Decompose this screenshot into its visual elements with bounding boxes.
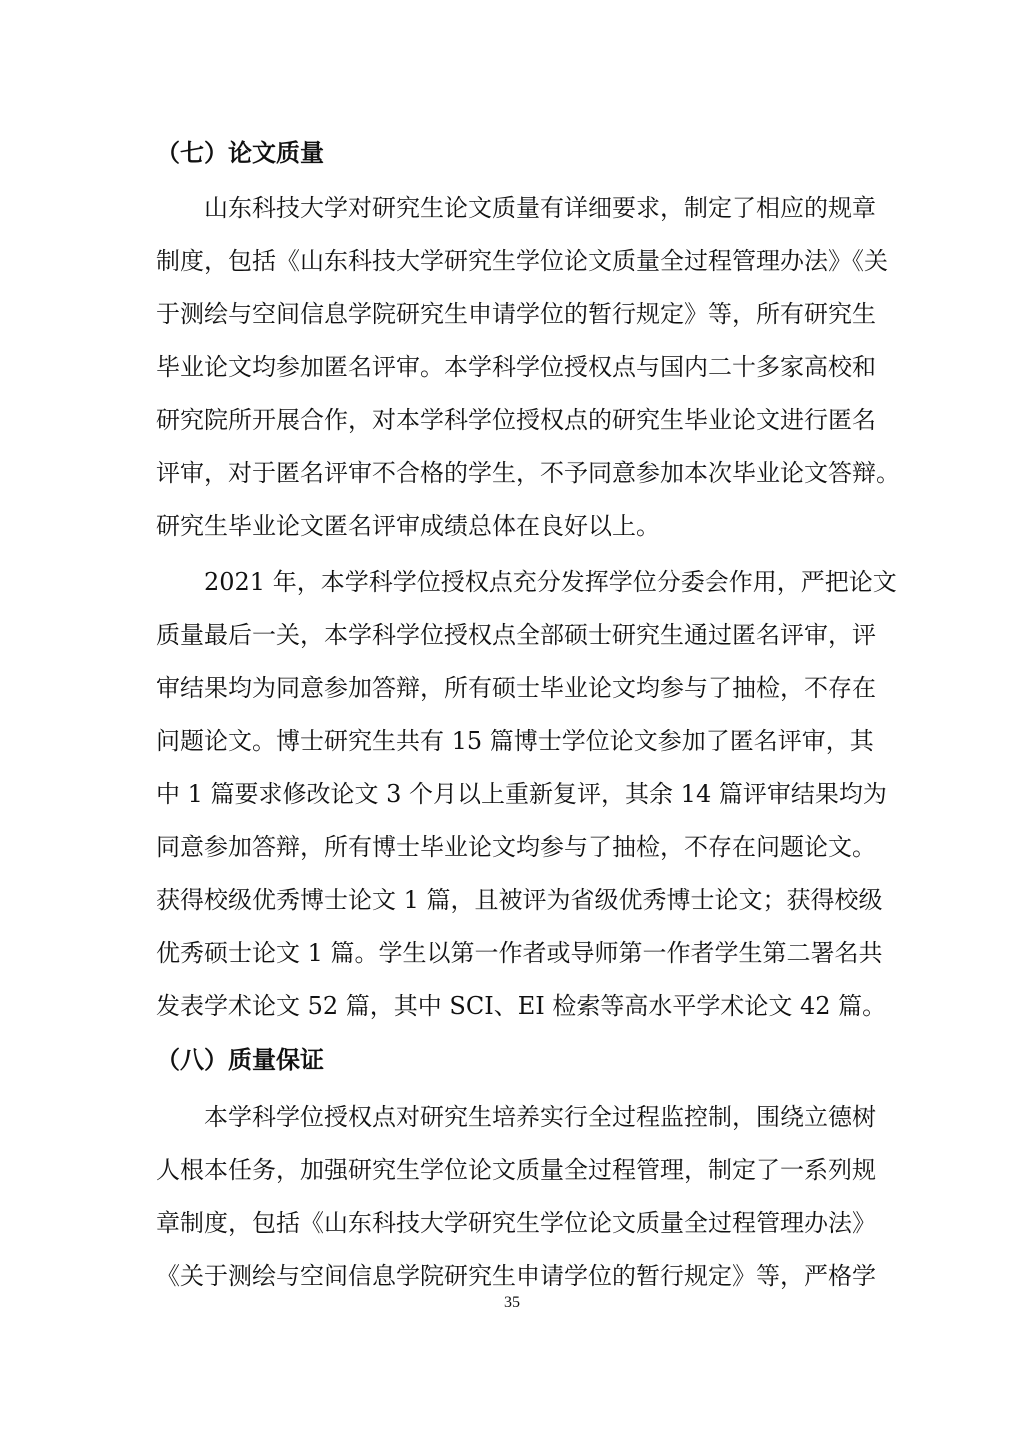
section-heading-thesis-quality: （七）论文质量	[156, 139, 324, 167]
paragraph-line: 毕业论文均参加匿名评审。本学科学位授权点与国内二十多家高校和	[156, 353, 876, 381]
paragraph-line: 山东科技大学对研究生论文质量有详细要求，制定了相应的规章	[204, 194, 876, 222]
paragraph-line: 《关于测绘与空间信息学院研究生申请学位的暂行规定》等，严格学	[156, 1262, 876, 1290]
paragraph-line: 优秀硕士论文 1 篇。学生以第一作者或导师第一作者学生第二署名共	[156, 939, 883, 967]
paragraph-line: 质量最后一关，本学科学位授权点全部硕士研究生通过匿名评审，评	[156, 621, 876, 649]
paragraph-line: 中 1 篇要求修改论文 3 个月以上重新复评，其余 14 篇评审结果均为	[156, 780, 887, 808]
paragraph-line: 同意参加答辩，所有博士毕业论文均参与了抽检，不存在问题论文。	[156, 833, 876, 861]
paragraph-line: 本学科学位授权点对研究生培养实行全过程监控制，围绕立德树	[204, 1103, 876, 1131]
paragraph-line: 人根本任务，加强研究生学位论文质量全过程管理，制定了一系列规	[156, 1156, 876, 1184]
paragraph-line: 2021 年，本学科学位授权点充分发挥学位分委会作用，严把论文	[204, 568, 897, 596]
paragraph-line: 章制度，包括《山东科技大学研究生学位论文质量全过程管理办法》	[156, 1209, 876, 1237]
paragraph-line: 问题论文。博士研究生共有 15 篇博士学位论文参加了匿名评审，其	[156, 727, 874, 755]
paragraph-line: 研究院所开展合作，对本学科学位授权点的研究生毕业论文进行匿名	[156, 406, 876, 434]
paragraph-line: 评审，对于匿名评审不合格的学生，不予同意参加本次毕业论文答辩。	[156, 459, 900, 487]
page-number: 35	[504, 1294, 520, 1311]
paragraph-line: 制度，包括《山东科技大学研究生学位论文质量全过程管理办法》《关	[156, 247, 888, 275]
paragraph-line: 获得校级优秀博士论文 1 篇，且被评为省级优秀博士论文；获得校级	[156, 886, 883, 914]
paragraph-line: 研究生毕业论文匿名评审成绩总体在良好以上。	[156, 512, 660, 540]
paragraph-line: 于测绘与空间信息学院研究生申请学位的暂行规定》等，所有研究生	[156, 300, 876, 328]
section-heading-quality-assurance: （八）质量保证	[156, 1046, 324, 1074]
paragraph-line: 发表学术论文 52 篇，其中 SCI、EI 检索等高水平学术论文 42 篇。	[156, 992, 887, 1020]
paragraph-line: 审结果均为同意参加答辩，所有硕士毕业论文均参与了抽检，不存在	[156, 674, 876, 702]
